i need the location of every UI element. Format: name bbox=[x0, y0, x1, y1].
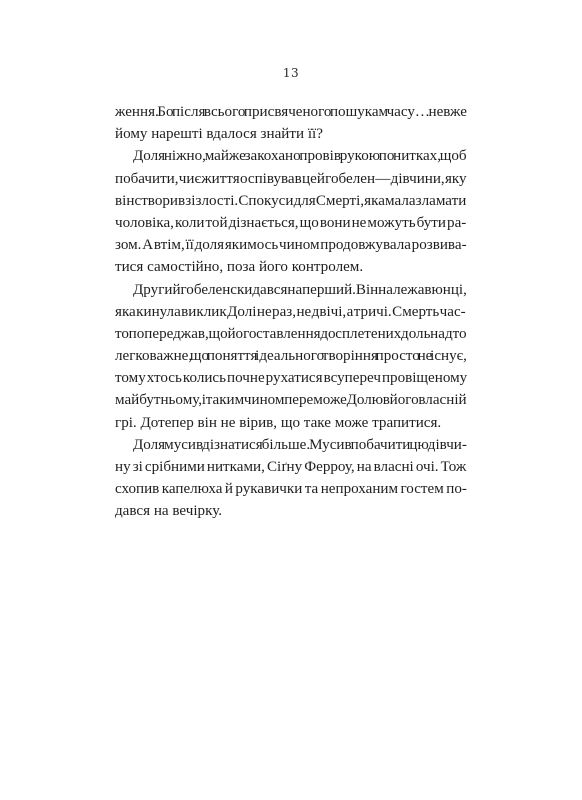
text-line: Другий гобелен скидався на перший. Він належав юнці, bbox=[133, 281, 467, 298]
page-number: 13 bbox=[282, 66, 300, 80]
text-line: тому хтось колись почне рухатися всупереч провіщеному bbox=[115, 370, 468, 387]
text-line: побачити, чиє життя оспівував цей гобелен — дівчини, яку bbox=[115, 170, 467, 187]
text-line: легковажне, що поняття ідеального творіння просто не існує, bbox=[115, 348, 467, 365]
text-line: він створив зі злості. Спокуси для Смерті, яка мала зламати bbox=[115, 192, 467, 209]
text-line: ну зі срібними нитками, Сіґну Ферроу, на власні очі. Тож bbox=[115, 459, 467, 475]
paragraph bbox=[115, 279, 469, 434]
text-line: то попереджав, що його ставлення до сплетених доль надто bbox=[115, 325, 467, 342]
text-line: чоловіка, коли той дізнається, що вони не можуть бути ра- bbox=[115, 214, 467, 231]
body-text bbox=[115, 101, 469, 523]
text-line: Доля мусив дізнатися більше. Мусив побачити цю дівчи- bbox=[133, 436, 467, 453]
text-line: майбутньому, і таким чином переможе Долю в його власній bbox=[115, 392, 467, 409]
text-line: яка кинула виклик Долі не раз, не двічі, а тричі. Смерть час- bbox=[115, 303, 466, 320]
text-line: Доля ніжно, майже закохано провів рукою по нитках, щоб bbox=[133, 148, 467, 165]
text-line: йому нарешті вдалося знайти її? bbox=[115, 126, 323, 143]
text-line: грі. Дотепер він не вірив, що таке може трапитися. bbox=[115, 414, 442, 431]
paragraph bbox=[115, 145, 469, 278]
text-line: тися самостійно, поза його контролем. bbox=[115, 259, 364, 276]
text-line: дався на вечірку. bbox=[115, 503, 223, 520]
text-line: ження. Бо після всього присвяченого пошукам часу… невже bbox=[115, 104, 467, 120]
text-line: схопив капелюха й рукавички та непроханим гостем по- bbox=[115, 481, 467, 498]
paragraph bbox=[115, 434, 469, 523]
text-line: зом. А втім, її доля якимось чином продовжувала розвива- bbox=[115, 237, 467, 254]
paragraph bbox=[115, 101, 469, 145]
